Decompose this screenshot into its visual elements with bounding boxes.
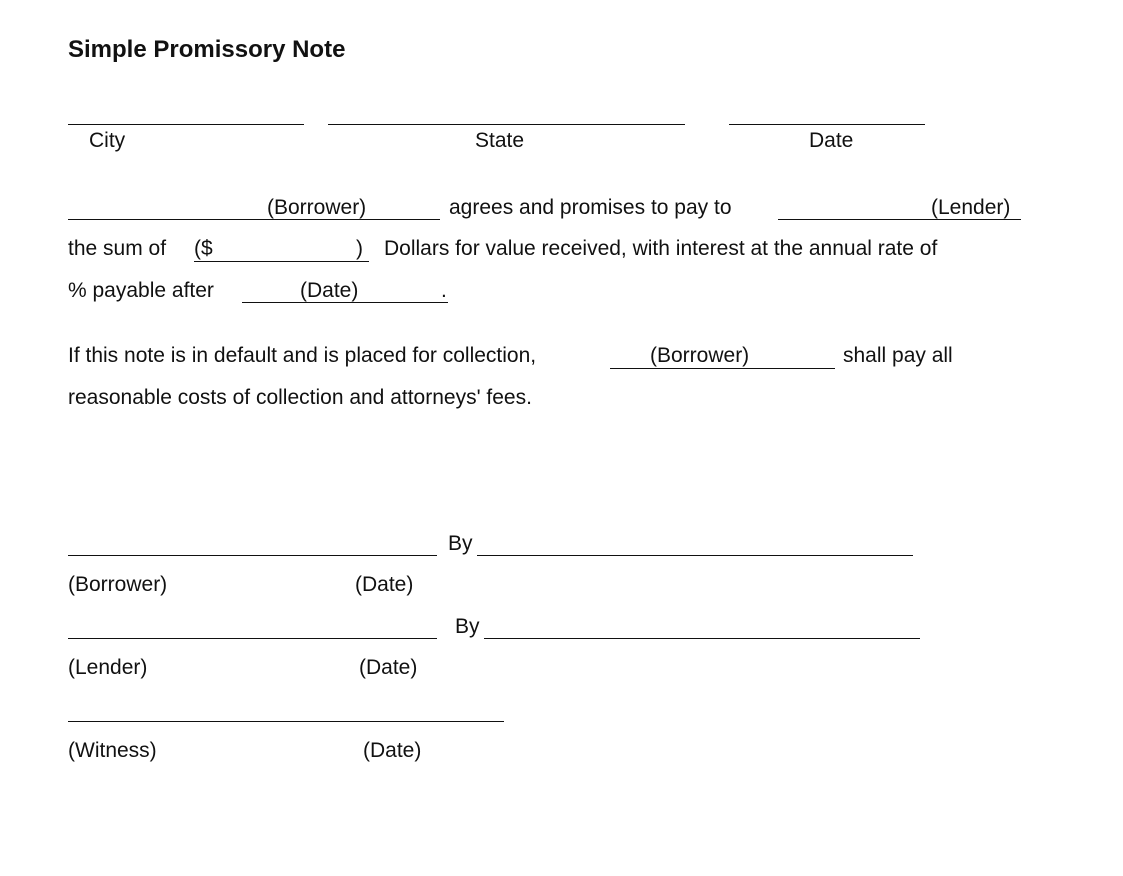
percent-payable-text: % payable after <box>68 279 214 302</box>
borrower-name-line[interactable] <box>68 219 440 220</box>
amount-open: ($ <box>194 237 213 260</box>
lender-signature-line[interactable] <box>68 638 437 639</box>
city-line[interactable] <box>68 124 304 125</box>
witness-signature-label: (Witness) <box>68 739 157 762</box>
witness-date-label: (Date) <box>363 739 422 762</box>
state-label: State <box>475 129 525 152</box>
document-title: Simple Promissory Note <box>68 36 346 63</box>
lender-date-label: (Date) <box>359 656 418 679</box>
state-line[interactable] <box>328 124 685 125</box>
city-label: City <box>89 129 126 152</box>
collection-borrower-line[interactable] <box>610 368 835 369</box>
date-line[interactable] <box>729 124 925 125</box>
sum-of-text: the sum of <box>68 237 167 260</box>
payable-date-period: . <box>441 279 447 302</box>
date-label: Date <box>809 129 854 152</box>
default-text: If this note is in default and is placed for collection, <box>68 344 537 367</box>
borrower-signature-label: (Borrower) <box>68 573 168 596</box>
witness-signature-line[interactable] <box>68 721 504 722</box>
borrower-date-label: (Date) <box>355 573 414 596</box>
costs-text: reasonable costs of collection and attorneys' fees. <box>68 386 532 409</box>
borrower-by-line[interactable] <box>477 555 913 556</box>
payable-date-placeholder: (Date) <box>300 279 359 302</box>
dollars-text: Dollars for value received, with interest at the annual rate of <box>384 237 938 260</box>
amount-close: ) <box>356 237 363 260</box>
collection-borrower-placeholder: (Borrower) <box>650 344 750 367</box>
lender-signature-label: (Lender) <box>68 656 148 679</box>
borrower-by-label: By <box>448 532 473 555</box>
agrees-text: agrees and promises to pay to <box>449 196 732 219</box>
borrower-signature-line[interactable] <box>68 555 437 556</box>
lender-by-label: By <box>455 615 480 638</box>
amount-line[interactable] <box>194 261 369 262</box>
shall-pay-text: shall pay all <box>843 344 953 367</box>
lender-placeholder: (Lender) <box>931 196 1011 219</box>
lender-by-line[interactable] <box>484 638 920 639</box>
borrower-placeholder: (Borrower) <box>267 196 367 219</box>
